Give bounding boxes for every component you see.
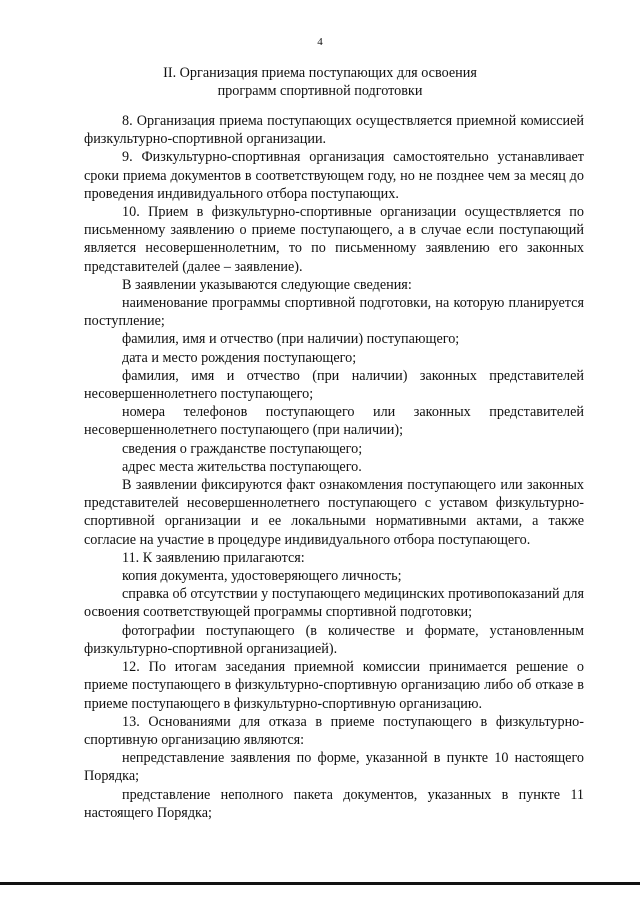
list-item: фамилия, имя и отчество (при наличии) поступающего; [122,331,460,348]
section-heading [120,64,520,100]
page-number: 4 [317,36,323,48]
list-item: непредставление заявления по форме, указанной в пункте 10 настоящего Порядка; [84,750,584,785]
list-item: адрес места жительства поступающего. [122,458,362,475]
application-info-intro: В заявлении указываются следующие сведения: [122,276,412,293]
list-item: фамилия, имя и отчество (при наличии) законных представителей несовершеннолетнего поступающего; [84,367,584,403]
list-item: дата и место рождения поступающего; [122,349,357,366]
bottom-rule [0,882,640,885]
list-item: номера телефонов поступающего или законных представителей несовершеннолетнего поступающего (при наличии); [84,404,584,439]
paragraph-9: 9. Физкультурно-спортивная организация самостоятельно устанавливает сроки приема документов в соответствующем году, но не позднее чем за месяц до проведения индивидуального отбора поступающих. [84,149,584,202]
paragraph-12: 12. По итогам заседания приемной комиссии принимается решение о приеме поступающего в физкультурно-спортивную организацию либо об отказе в приеме поступающего в физкультурно-спортивную организацию. [84,659,584,712]
document-body [84,112,584,822]
section-heading-line-1: II. Организация приема поступающих для освоения [163,65,477,81]
paragraph-10: 10. Прием в физкультурно-спортивные организации осуществляется по письменному заявлению о приеме поступающего, а в случае если поступающий является несовершеннолетним, то по письменному заявлению его законных представителей (далее – заявление). [84,204,584,275]
list-item: сведения о гражданстве поступающего; [122,440,363,457]
list-item: фотографии поступающего (в количестве и формате, установленным физкультурно-спортивной организацией). [84,622,584,657]
application-consent-paragraph: В заявлении фиксируются факт ознакомления поступающего или законных представителей несовершеннолетнего поступающего с уставом физкультурно-спортивной организации и ее локальными нормативными актами, а также согласие на участие в процедуре индивидуального отбора поступающего. [84,477,584,548]
list-item: наименование программы спортивной подготовки, на которую планируется поступление; [84,295,584,330]
section-heading-line-2: программ спортивной подготовки [217,83,423,99]
list-item: копия документа, удостоверяющего личность; [122,568,402,585]
list-item: справка об отсутствии у поступающего медицинских противопоказаний для освоения соответствующей программы спортивной подготовки; [84,586,584,621]
paragraph-8: 8. Организация приема поступающих осуществляется приемной комиссией физкультурно-спортивной организации. [84,113,584,148]
paragraph-11: 11. К заявлению прилагаются: [122,549,305,566]
paragraph-13: 13. Основаниями для отказа в приеме поступающего в физкультурно-спортивную организацию являются: [84,713,584,748]
list-item: представление неполного пакета документов, указанных в пункте 11 настоящего Порядка; [84,786,584,821]
